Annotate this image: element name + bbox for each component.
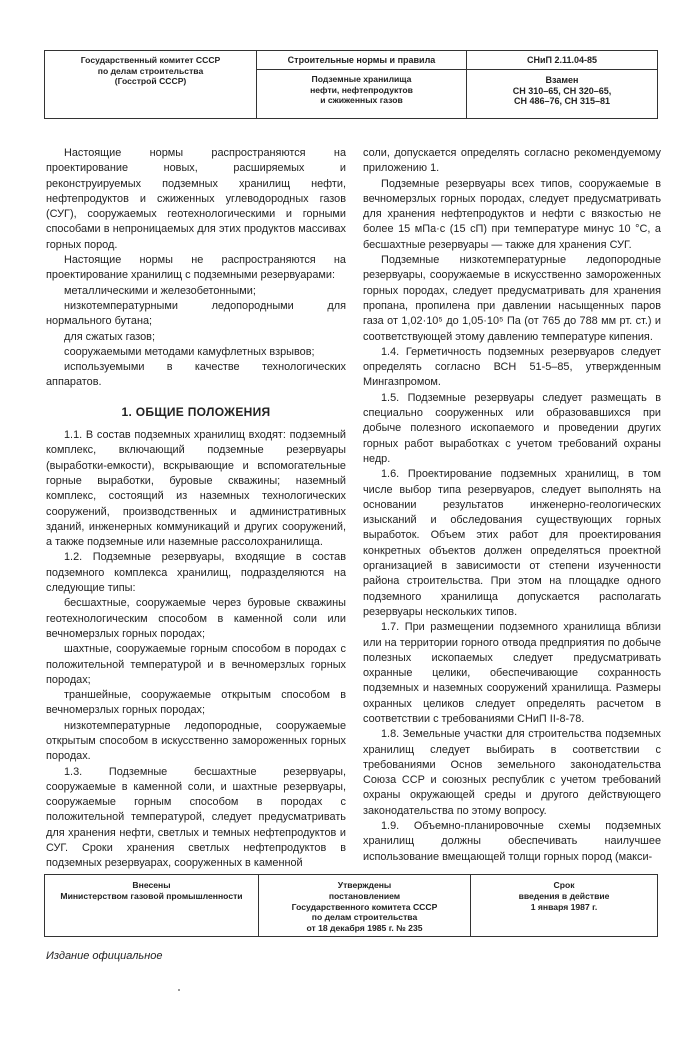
document-header — [44, 50, 658, 119]
introduced-line: Министерством газовой промышленности — [60, 890, 243, 901]
effective-date-cell — [471, 875, 657, 936]
org-line: по делам строительства — [97, 65, 204, 76]
title-line: нефти, нефтепродуктов — [310, 84, 413, 95]
paragraph: 1.3. Подземные бесшахтные резервуары, сооружаемые в каменной соли, и шахтные резервуары, сооружаемые горным способом в породах с положительной температурой, следует предусматривать для хранения нефти, светлых и темных нефтепродуктов и СУГ. Сроки хранения светлых нефтепродуктов в подземных резервуарах, сооруженных в каменной — [46, 765, 346, 870]
paragraph: 1.2. Подземные резервуары, входящие в состав подземного комплекса хранилищ, подразделяются на следующие типы: — [46, 551, 346, 595]
approved-line: Утверждены — [337, 880, 392, 890]
org-line: (Госстрой СССР) — [114, 76, 187, 87]
paragraph: Подземные резервуары всех типов, сооружаемые в вечномерзлых горных породах, следует предусматривать для хранения нефтепродуктов и нефти с вязкостью не более 15 мПа·с (15 сП) при температуре минус 10 °С, а бесшахтные резервуары — также для хранения СУГ. — [363, 177, 661, 251]
title-line: и сжиженных газов — [320, 95, 403, 106]
paragraph: низкотемпературные ледопородные, сооружаемые открытым способом в искусственно замороженных горных породах. — [46, 719, 346, 763]
paragraph: соли, допускается определять согласно рекомендуемому приложению 1. — [363, 147, 661, 175]
paragraph: 1.9. Объемно-планировочные схемы подземных хранилищ должны обеспечивать наилучшее использование вмещающей толщи горных пород (макси- — [363, 820, 661, 863]
edition-label: Издание официальное — [46, 950, 163, 962]
paragraph: бесшахтные, сооружаемые через буровые скважины геотехнологическим способом в каменной соли или вечномерзлых горных породах; — [46, 597, 346, 640]
replaces-line: СН 310–65, СН 320–65, — [512, 85, 612, 96]
paragraph: 1.4. Герметичность подземных резервуаров следует определять согласно ВСН 51-5–85, утвержденным Мингазпромом. — [363, 345, 661, 389]
scan-speck — [178, 989, 180, 991]
doc-title — [257, 70, 466, 106]
doc-code: СНиП 2.11.04-85 — [467, 51, 657, 70]
replaces-label: Взамен — [545, 75, 579, 85]
paragraph: 1.6. Проектирование подземных хранилищ, в том числе выбор типа резервуаров, следует выполнять на основании результатов инженерно-геологических изысканий и обследования существующих горных выработок. Объем этих работ для проектирования конкретных объектов должен определяться проектной организацией в зависимости от степени изученности района строительства. При этом на площадке одного подземного хранилища допускается располагать резервуары нескольких типов. — [363, 468, 661, 618]
paragraph: 1.7. При размещении подземного хранилища вблизи или на территории горного отвода предприятия по добыче полезных ископаемых следует предусматривать охранные целики, обеспечивающие сохранность подземных и наземных сооружений хранилища. Размеры охранных целиков следует определять расчетом в соответствии с требованиями СНиП II-8-78. — [363, 621, 661, 725]
paragraph: траншейные, сооружаемые открытым способом в вечномерзлых горных породах; — [46, 689, 346, 717]
paragraph: 1.5. Подземные резервуары следует размещать в специально сооруженных или образовавшихся при добыче полезного ископаемого и проведении других горных работ выработках с учетом требований охраны недр. — [363, 391, 661, 465]
section-heading: 1. ОБЩИЕ ПОЛОЖЕНИЯ — [121, 404, 271, 419]
approved-line: Государственного комитета СССР — [291, 901, 438, 912]
paragraph: 1.1. В состав подземных хранилищ входят: подземный комплекс, включающий подземные резервуары (выработки-емкости), вскрывающие и вспомогательные горные выработки, буровые скважины; наземный комплекс, состоящий из наземных технологических сооружений, производственных и административных зданий, инженерных коммуникаций и других сооружений, а также подземные или наземные рассолохранилища. — [46, 429, 346, 549]
header-organization — [45, 51, 257, 118]
replaces-line: СН 486–76, СН 315–81 — [513, 96, 611, 107]
effective-line: 1 января 1987 г. — [530, 901, 598, 912]
paragraph: Настоящие нормы распространяются на проектирование новых, расширяемых и реконструируемых подземных хранилищ нефти, нефтепродуктов и сжиженных углеводородных газов (СУГ), сооружаемых геотехнологическими и горными способами в непроницаемых для этих продуктов массивах горных пород. — [46, 147, 346, 251]
paragraph: Настоящие нормы не распространяются на проектирование хранилищ с подземными резервуарами: — [46, 254, 346, 282]
org-line: Государственный комитет СССР — [80, 55, 221, 65]
approved-line: постановлением — [328, 890, 401, 901]
paragraph: используемыми в качестве технологических аппаратов. — [46, 361, 346, 389]
approved-line: от 18 декабря 1985 г. № 235 — [306, 923, 423, 934]
doc-type: Строительные нормы и правила — [257, 51, 466, 70]
paragraph: сооружаемыми методами камуфлетных взрывов; — [64, 345, 315, 358]
header-code-block — [467, 51, 657, 118]
paragraph: низкотемпературными ледопородными для нормального бутана; — [46, 299, 346, 328]
replaces-block — [467, 70, 657, 107]
paragraph: металлическими и железобетонными; — [64, 284, 256, 297]
title-line: Подземные хранилища — [311, 74, 412, 84]
left-column — [46, 146, 346, 872]
paragraph: 1.8. Земельные участки для строительства подземных хранилищ следует выбирать в соответствии с требованиями Основ земельного законодательства Союза ССР и союзных республик с учетом требований охраны окружающей среды и другого действующего законодательства по этому вопросу. — [363, 728, 661, 817]
paragraph: Подземные низкотемпературные ледопородные резервуары, сооружаемые в искусственно замороженных горных породах, следует предусматривать для хранения пропана, пропилена при давлении насыщенных паров газа от 1,02·10⁵ до 1,05·10⁵ Па (от 765 до 788 мм рт. ст.) и соответствующей этому давлению температуре кипения. — [363, 254, 661, 343]
approval-table — [44, 874, 658, 937]
approved-cell — [259, 875, 471, 936]
introduced-cell — [45, 875, 259, 936]
paragraph: для сжатых газов; — [64, 330, 155, 343]
approved-line: по делам строительства — [311, 912, 418, 923]
header-title-block — [257, 51, 467, 118]
effective-line: Срок — [553, 880, 575, 890]
introduced-line: Внесены — [132, 880, 171, 890]
paragraph: шахтные, сооружаемые горным способом в породах с положительной температурой и в вечномерзлых горных породах; — [46, 643, 346, 686]
right-column — [363, 146, 661, 865]
effective-line: введения в действие — [518, 890, 610, 901]
